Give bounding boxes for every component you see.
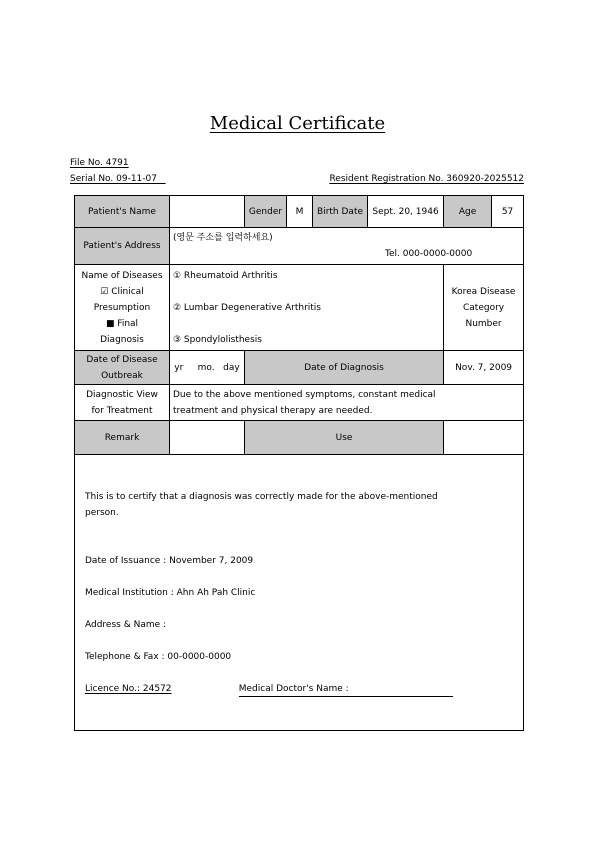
medical-institution: Medical Institution : Ahn Ah Pah Clinic — [85, 588, 256, 598]
clinical-presumption-checkbox: ☑ Clinical — [100, 286, 144, 297]
address-and-name: Address & Name : — [85, 620, 167, 630]
diagnostic-view-label: Diagnostic View for Treatment — [75, 385, 170, 421]
disease-category-number: Korea Disease Category Number — [444, 265, 524, 351]
serial-number: Serial No. 09-11-07 — [70, 174, 157, 184]
signature-line — [85, 681, 513, 697]
diseases-label-line: Presumption — [93, 302, 151, 313]
address-text: (영문 주소를 입력하세요) — [173, 233, 273, 243]
disease-item: ② Lumbar Degenerative Arthritis — [173, 302, 321, 313]
gender-label: Gender — [245, 196, 287, 228]
birth-date-value: Sept. 20, 1946 — [368, 196, 444, 228]
address-value — [170, 228, 524, 265]
certificate-table — [74, 195, 524, 731]
birth-date-label: Birth Date — [313, 196, 368, 228]
disease-item: ③ Spondylolisthesis — [173, 334, 262, 345]
remark-value — [170, 421, 245, 455]
patient-name-label: Patient's Name — [75, 196, 170, 228]
issuance-date: Date of Issuance : November 7, 2009 — [85, 556, 254, 566]
resident-registration: Resident Registration No. 360920-2025512 — [329, 174, 524, 184]
certification-block — [75, 455, 524, 731]
outbreak-value: yr mo. day — [170, 351, 245, 385]
file-number: File No. 4791 — [70, 158, 129, 168]
telephone-text: Tel. 000-0000-0000 — [385, 249, 473, 259]
use-value — [444, 421, 524, 455]
diagnosis-date-label: Date of Diagnosis — [245, 351, 444, 385]
disease-list — [170, 265, 444, 351]
age-label: Age — [444, 196, 492, 228]
diseases-label — [75, 265, 170, 351]
outbreak-label: Date of Disease Outbreak — [75, 351, 170, 385]
licence-number: Licence No.: 24572 — [85, 684, 172, 694]
document-title: Medical Certificate — [209, 113, 386, 134]
remark-label: Remark — [75, 421, 170, 455]
diseases-label-line: Name of Diseases — [81, 270, 163, 281]
diagnostic-view-text: Due to the above mentioned symptoms, constant medical treatment and physical therapy are needed. — [170, 385, 524, 421]
telephone-fax: Telephone & Fax : 00-0000-0000 — [85, 652, 232, 662]
patient-name-value — [170, 196, 245, 228]
diagnosis-date-value: Nov. 7, 2009 — [444, 351, 524, 385]
final-diagnosis-checkbox: ■ Final — [105, 318, 139, 329]
diseases-label-line: Diagnosis — [100, 334, 144, 345]
doctor-name: Medical Doctor's Name : — [239, 683, 453, 697]
certification-statement: person. — [85, 508, 119, 518]
use-label: Use — [245, 421, 444, 455]
address-label: Patient's Address — [75, 228, 170, 265]
age-value: 57 — [492, 196, 524, 228]
gender-value: M — [287, 196, 313, 228]
disease-item: ① Rheumatoid Arthritis — [173, 270, 278, 281]
certification-statement: This is to certify that a diagnosis was correctly made for the above-mentioned — [85, 492, 438, 502]
